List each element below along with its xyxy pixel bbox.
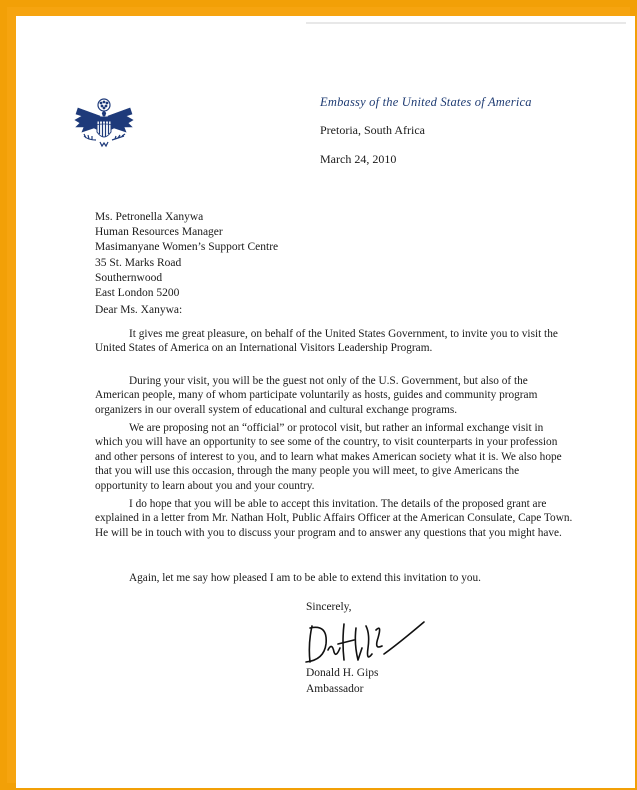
body-paragraph: It gives me great pleasure, on behalf of the United States Government, to invite you to visit the United States of America on an International Visitors Leadership Program. <box>95 328 558 355</box>
handwritten-signature <box>298 614 428 674</box>
body-paragraph: We are proposing not an “official” or protocol visit, but rather an informal exchange visit in which you will have an opportunity to see some of the country, to visit counterparts in your profession and other persons of interest to you, and to learn what makes American society what it is. We also hope that you will use this occasion, through the many people you will meet, to give Americans the opportunity to learn about you and your country. <box>95 422 562 492</box>
body-paragraph: Again, let me say how pleased I am to be able to extend this invitation to you. <box>129 572 482 584</box>
embassy-name: Embassy of the United States of America <box>320 95 532 109</box>
recipient-address <box>95 210 278 301</box>
letter-date: March 24, 2010 <box>320 152 397 166</box>
salutation: Dear Ms. Xanywa: <box>95 304 183 316</box>
recipient-city: East London 5200 <box>95 287 180 300</box>
scan-edge-line <box>306 22 626 24</box>
signer-title: Ambassador <box>306 682 364 695</box>
recipient-name: Ms. Petronella Xanywa <box>95 211 204 223</box>
recipient-title: Human Resources Manager <box>95 226 223 239</box>
body-paragraph: I do hope that you will be able to accept this invitation. The details of the proposed grant are explained in a letter from Mr. Nathan Holt, Public Affairs Officer at the American Consulate, Cape Town. He will be in touch with you to discuss your program and to answer any questions that you might have. <box>95 498 573 539</box>
recipient-suburb: Southernwood <box>95 271 163 284</box>
closing: Sincerely, <box>306 601 352 613</box>
body-paragraph: During your visit, you will be the guest not only of the U.S. Government, but also of the American people, many of whom participate voluntarily as hosts, guides and community program organizers in our overall system of educational and cultural exchange programs. <box>95 375 538 416</box>
great-seal-eagle-icon <box>72 96 136 160</box>
recipient-street: 35 St. Marks Road <box>95 256 182 269</box>
signer-block <box>306 666 379 697</box>
signer-name: Donald H. Gips <box>306 667 379 679</box>
letter-location: Pretoria, South Africa <box>320 123 425 137</box>
recipient-organization: Masimanyane Women’s Support Centre <box>95 241 279 254</box>
letter-page <box>16 16 635 788</box>
